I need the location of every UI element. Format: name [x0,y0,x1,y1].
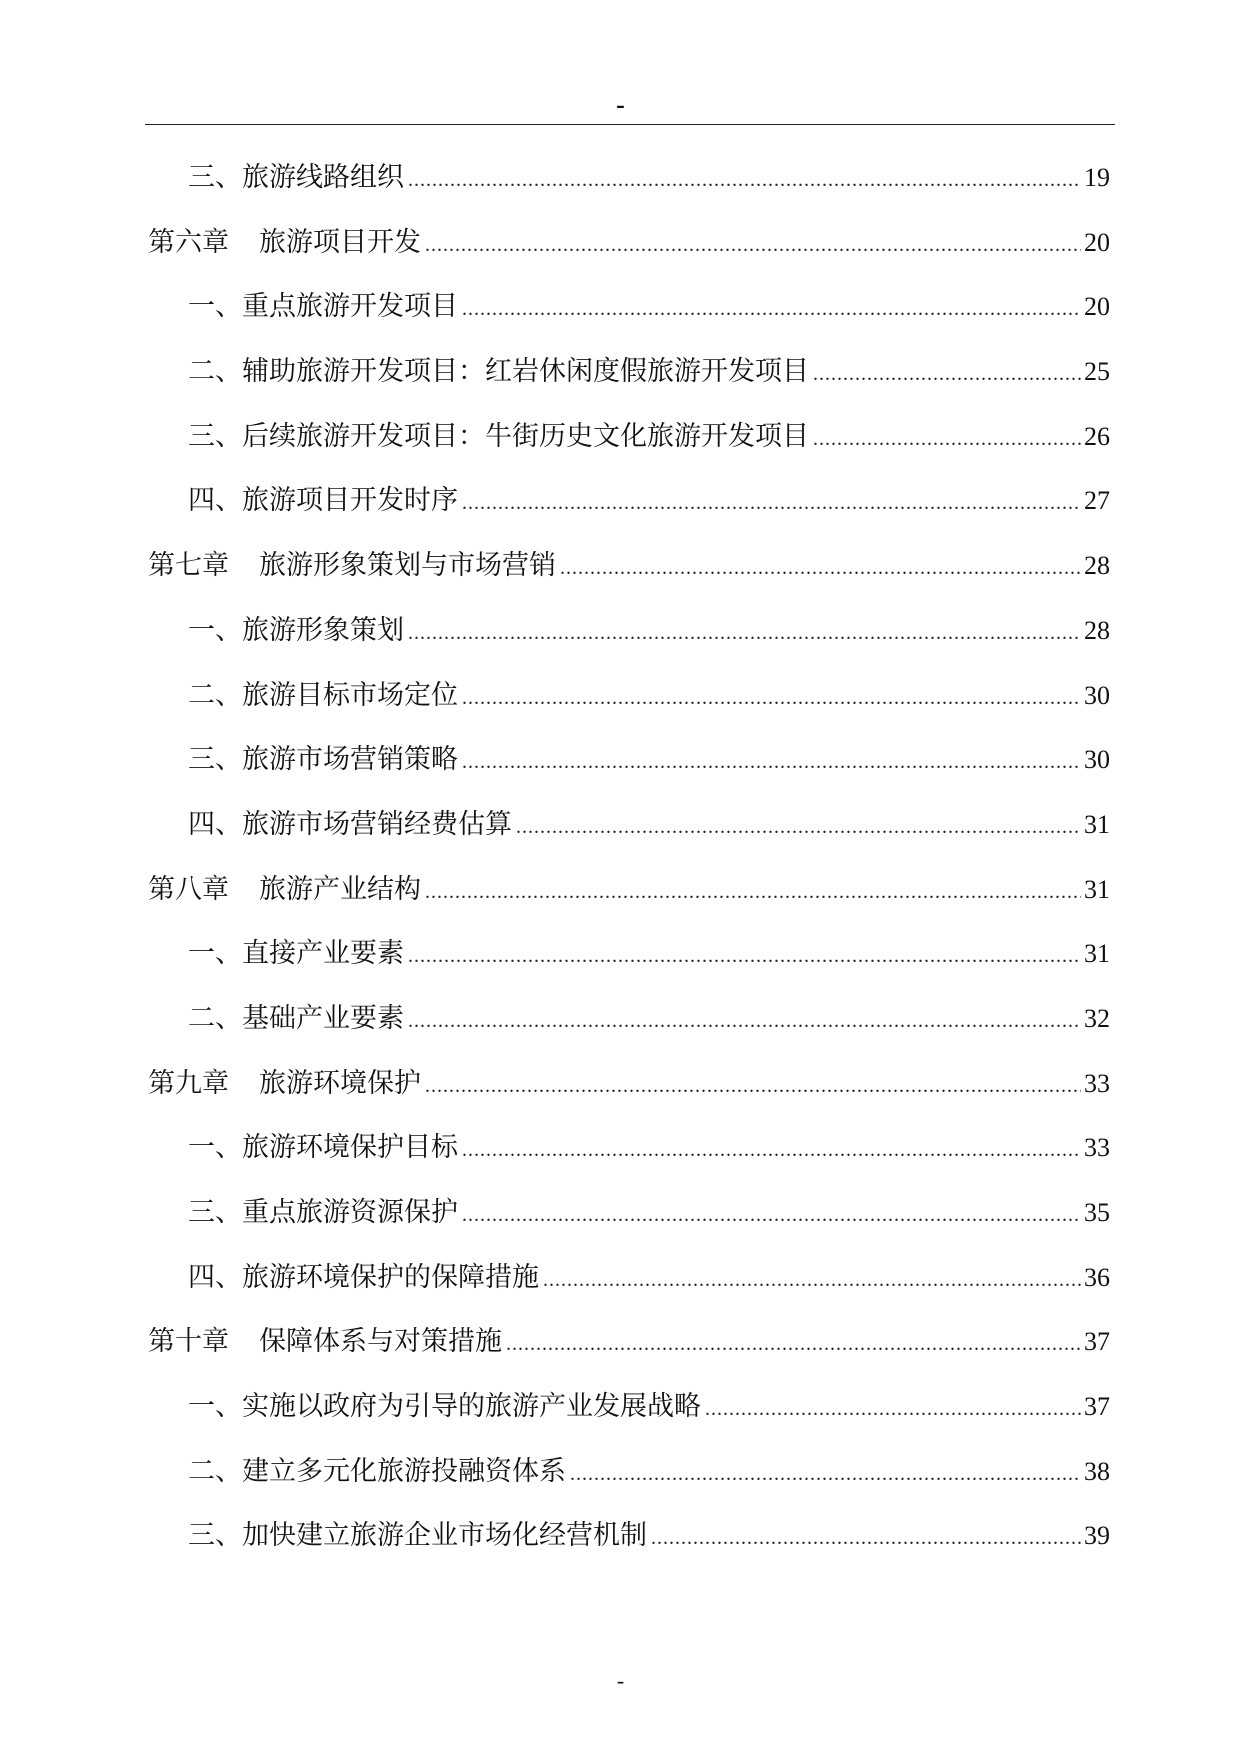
toc-page-number: 27 [1084,486,1110,516]
toc-page-number: 35 [1084,1198,1110,1227]
page-footer-mark: - [616,1668,625,1693]
page-header-mark: - [616,90,625,119]
table-of-contents [148,158,1110,1581]
toc-page-number: 37 [1084,1392,1110,1422]
toc-dot-leader [408,936,1081,976]
toc-chapter-entry[interactable] [148,223,1110,288]
toc-entry-label: 第八章 [148,873,229,905]
toc-entry-label: 第九章 [148,1067,229,1099]
toc-section-entry[interactable] [148,1258,1110,1323]
toc-section-entry[interactable] [148,611,1110,676]
toc-section-entry[interactable] [148,287,1110,352]
toc-entry-label: 三、旅游线路组织 [188,162,404,193]
toc-dot-leader [462,1130,1081,1170]
toc-entry-title: 旅游形象策划与市场营销 [259,550,556,582]
toc-dot-leader [462,289,1081,329]
toc-entry-label: 三、旅游市场营销策略 [188,744,458,776]
toc-section-entry[interactable] [148,481,1110,546]
toc-dot-leader [506,1324,1081,1364]
header-rule [145,124,1115,125]
toc-entry-label: 四、旅游项目开发时序 [188,485,458,517]
toc-page-number: 30 [1084,680,1110,710]
toc-dot-leader [813,354,1081,394]
toc-page-number: 37 [1084,1327,1110,1357]
toc-dot-leader [425,225,1081,265]
toc-entry-label: 一、重点旅游开发项目 [188,291,458,323]
toc-chapter-entry[interactable] [148,870,1110,935]
toc-page-number: 28 [1084,551,1110,581]
toc-entry-title: 保障体系与对策措施 [259,1326,502,1358]
toc-page-number: 19 [1084,163,1110,192]
toc-entry-label: 三、重点旅游资源保护 [188,1197,458,1228]
toc-dot-leader [813,419,1081,459]
toc-page-number: 33 [1084,1133,1110,1163]
toc-page-number: 31 [1084,874,1110,904]
toc-section-entry[interactable] [148,417,1110,482]
toc-section-entry[interactable] [148,1387,1110,1452]
toc-entry-label: 第七章 [148,550,229,582]
toc-section-entry[interactable] [148,934,1110,999]
toc-section-entry[interactable] [148,1516,1110,1581]
toc-page-number: 25 [1084,357,1110,387]
toc-chapter-entry[interactable] [148,546,1110,611]
toc-entry-label: 二、建立多元化旅游投融资体系 [188,1455,566,1487]
toc-page-number: 26 [1084,421,1110,451]
toc-page-number: 36 [1084,1262,1110,1292]
toc-page-number: 30 [1084,745,1110,775]
toc-section-entry[interactable] [148,1193,1110,1258]
toc-page-number: 31 [1084,939,1110,969]
toc-chapter-entry[interactable] [148,1322,1110,1387]
toc-dot-leader [425,1066,1081,1106]
toc-entry-label: 二、基础产业要素 [188,1002,404,1034]
toc-dot-leader [425,872,1081,912]
toc-page-number: 20 [1084,227,1110,257]
toc-dot-leader [560,548,1081,588]
toc-entry-label: 三、加快建立旅游企业市场化经营机制 [188,1520,647,1552]
toc-section-entry[interactable] [148,158,1110,223]
toc-entry-label: 二、旅游目标市场定位 [188,679,458,711]
toc-entry-label: 第六章 [148,226,229,258]
toc-page-number: 28 [1084,615,1110,645]
toc-entry-label: 四、旅游市场营销经费估算 [188,808,512,840]
toc-entry-label: 二、辅助旅游开发项目：红岩休闲度假旅游开发项目 [188,356,809,388]
toc-entry-title: 旅游环境保护 [259,1067,421,1099]
toc-entry-title: 旅游产业结构 [259,873,421,905]
toc-page-number: 33 [1084,1068,1110,1098]
toc-entry-label: 第十章 [148,1326,229,1358]
toc-dot-leader [462,1195,1081,1235]
toc-section-entry[interactable] [148,676,1110,741]
toc-section-entry[interactable] [148,999,1110,1064]
toc-dot-leader [462,678,1081,718]
toc-entry-label: 一、旅游环境保护目标 [188,1132,458,1164]
toc-page-number: 32 [1084,1003,1110,1033]
toc-page-number: 31 [1084,809,1110,839]
toc-section-entry[interactable] [148,1128,1110,1193]
toc-dot-leader [705,1389,1081,1429]
toc-page-number: 20 [1084,292,1110,322]
toc-dot-leader [408,1001,1081,1041]
toc-page-number: 39 [1084,1521,1110,1551]
toc-section-entry[interactable] [148,805,1110,870]
toc-section-entry[interactable] [148,352,1110,417]
toc-section-entry[interactable] [148,740,1110,805]
toc-dot-leader [543,1260,1081,1300]
toc-chapter-entry[interactable] [148,1064,1110,1129]
toc-dot-leader [462,483,1081,523]
toc-dot-leader [462,742,1081,782]
toc-entry-label: 四、旅游环境保护的保障措施 [188,1261,539,1293]
toc-dot-leader [408,613,1081,653]
toc-dot-leader [408,160,1081,200]
toc-entry-label: 一、实施以政府为引导的旅游产业发展战略 [188,1391,701,1423]
toc-entry-label: 一、旅游形象策划 [188,614,404,646]
toc-dot-leader [516,807,1081,847]
toc-dot-leader [570,1454,1081,1494]
toc-dot-leader [651,1518,1081,1558]
toc-section-entry[interactable] [148,1452,1110,1517]
toc-entry-title: 旅游项目开发 [259,226,421,258]
toc-entry-label: 一、直接产业要素 [188,938,404,970]
toc-page-number: 38 [1084,1456,1110,1486]
toc-entry-label: 三、后续旅游开发项目：牛街历史文化旅游开发项目 [188,420,809,452]
